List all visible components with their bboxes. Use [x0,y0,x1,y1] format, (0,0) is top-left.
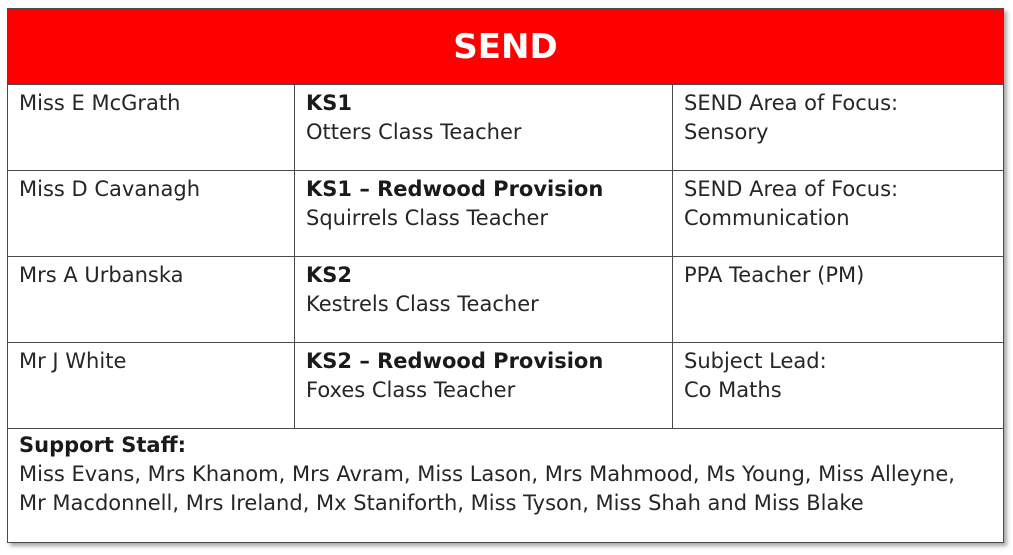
staff-class-cell [295,171,673,256]
table-row [8,343,1003,429]
support-staff-names-line2: Mr Macdonnell, Mrs Ireland, Mx Staniforth, Miss Tyson, Miss Shah and Miss Blake [19,491,864,515]
send-staff-table [7,8,1004,543]
support-staff-section [8,429,1003,542]
staff-name: Miss D Cavanagh [8,171,295,256]
class-role: Kestrels Class Teacher [306,292,539,316]
focus-value: Co Maths [684,378,782,402]
key-stage: KS1 – Redwood Provision [306,177,604,201]
table-row [8,85,1003,171]
staff-name: Miss E McGrath [8,85,295,170]
staff-class-cell [295,257,673,342]
key-stage: KS1 [306,91,353,115]
support-staff-names-line1: Miss Evans, Mrs Khanom, Mrs Avram, Miss Lason, Mrs Mahmood, Ms Young, Miss Alleyne, [19,462,955,486]
table-title: SEND [8,9,1003,85]
key-stage: KS2 [306,263,353,287]
focus-value: Sensory [684,120,769,144]
key-stage: KS2 – Redwood Provision [306,349,604,373]
table-row [8,171,1003,257]
staff-focus-cell [673,171,1003,256]
staff-focus-cell [673,85,1003,170]
staff-name: Mr J White [8,343,295,428]
class-role: Foxes Class Teacher [306,378,516,402]
staff-focus-cell [673,257,1003,342]
staff-class-cell [295,343,673,428]
support-staff-title: Support Staff: [19,433,187,457]
staff-focus-cell [673,343,1003,428]
class-role: Otters Class Teacher [306,120,522,144]
table-row [8,257,1003,343]
focus-label: Subject Lead: [684,349,827,373]
class-role: Squirrels Class Teacher [306,206,548,230]
focus-label: SEND Area of Focus: [684,91,899,115]
focus-value: Communication [684,206,850,230]
focus-label: PPA Teacher (PM) [684,263,865,287]
staff-class-cell [295,85,673,170]
focus-label: SEND Area of Focus: [684,177,899,201]
staff-name: Mrs A Urbanska [8,257,295,342]
